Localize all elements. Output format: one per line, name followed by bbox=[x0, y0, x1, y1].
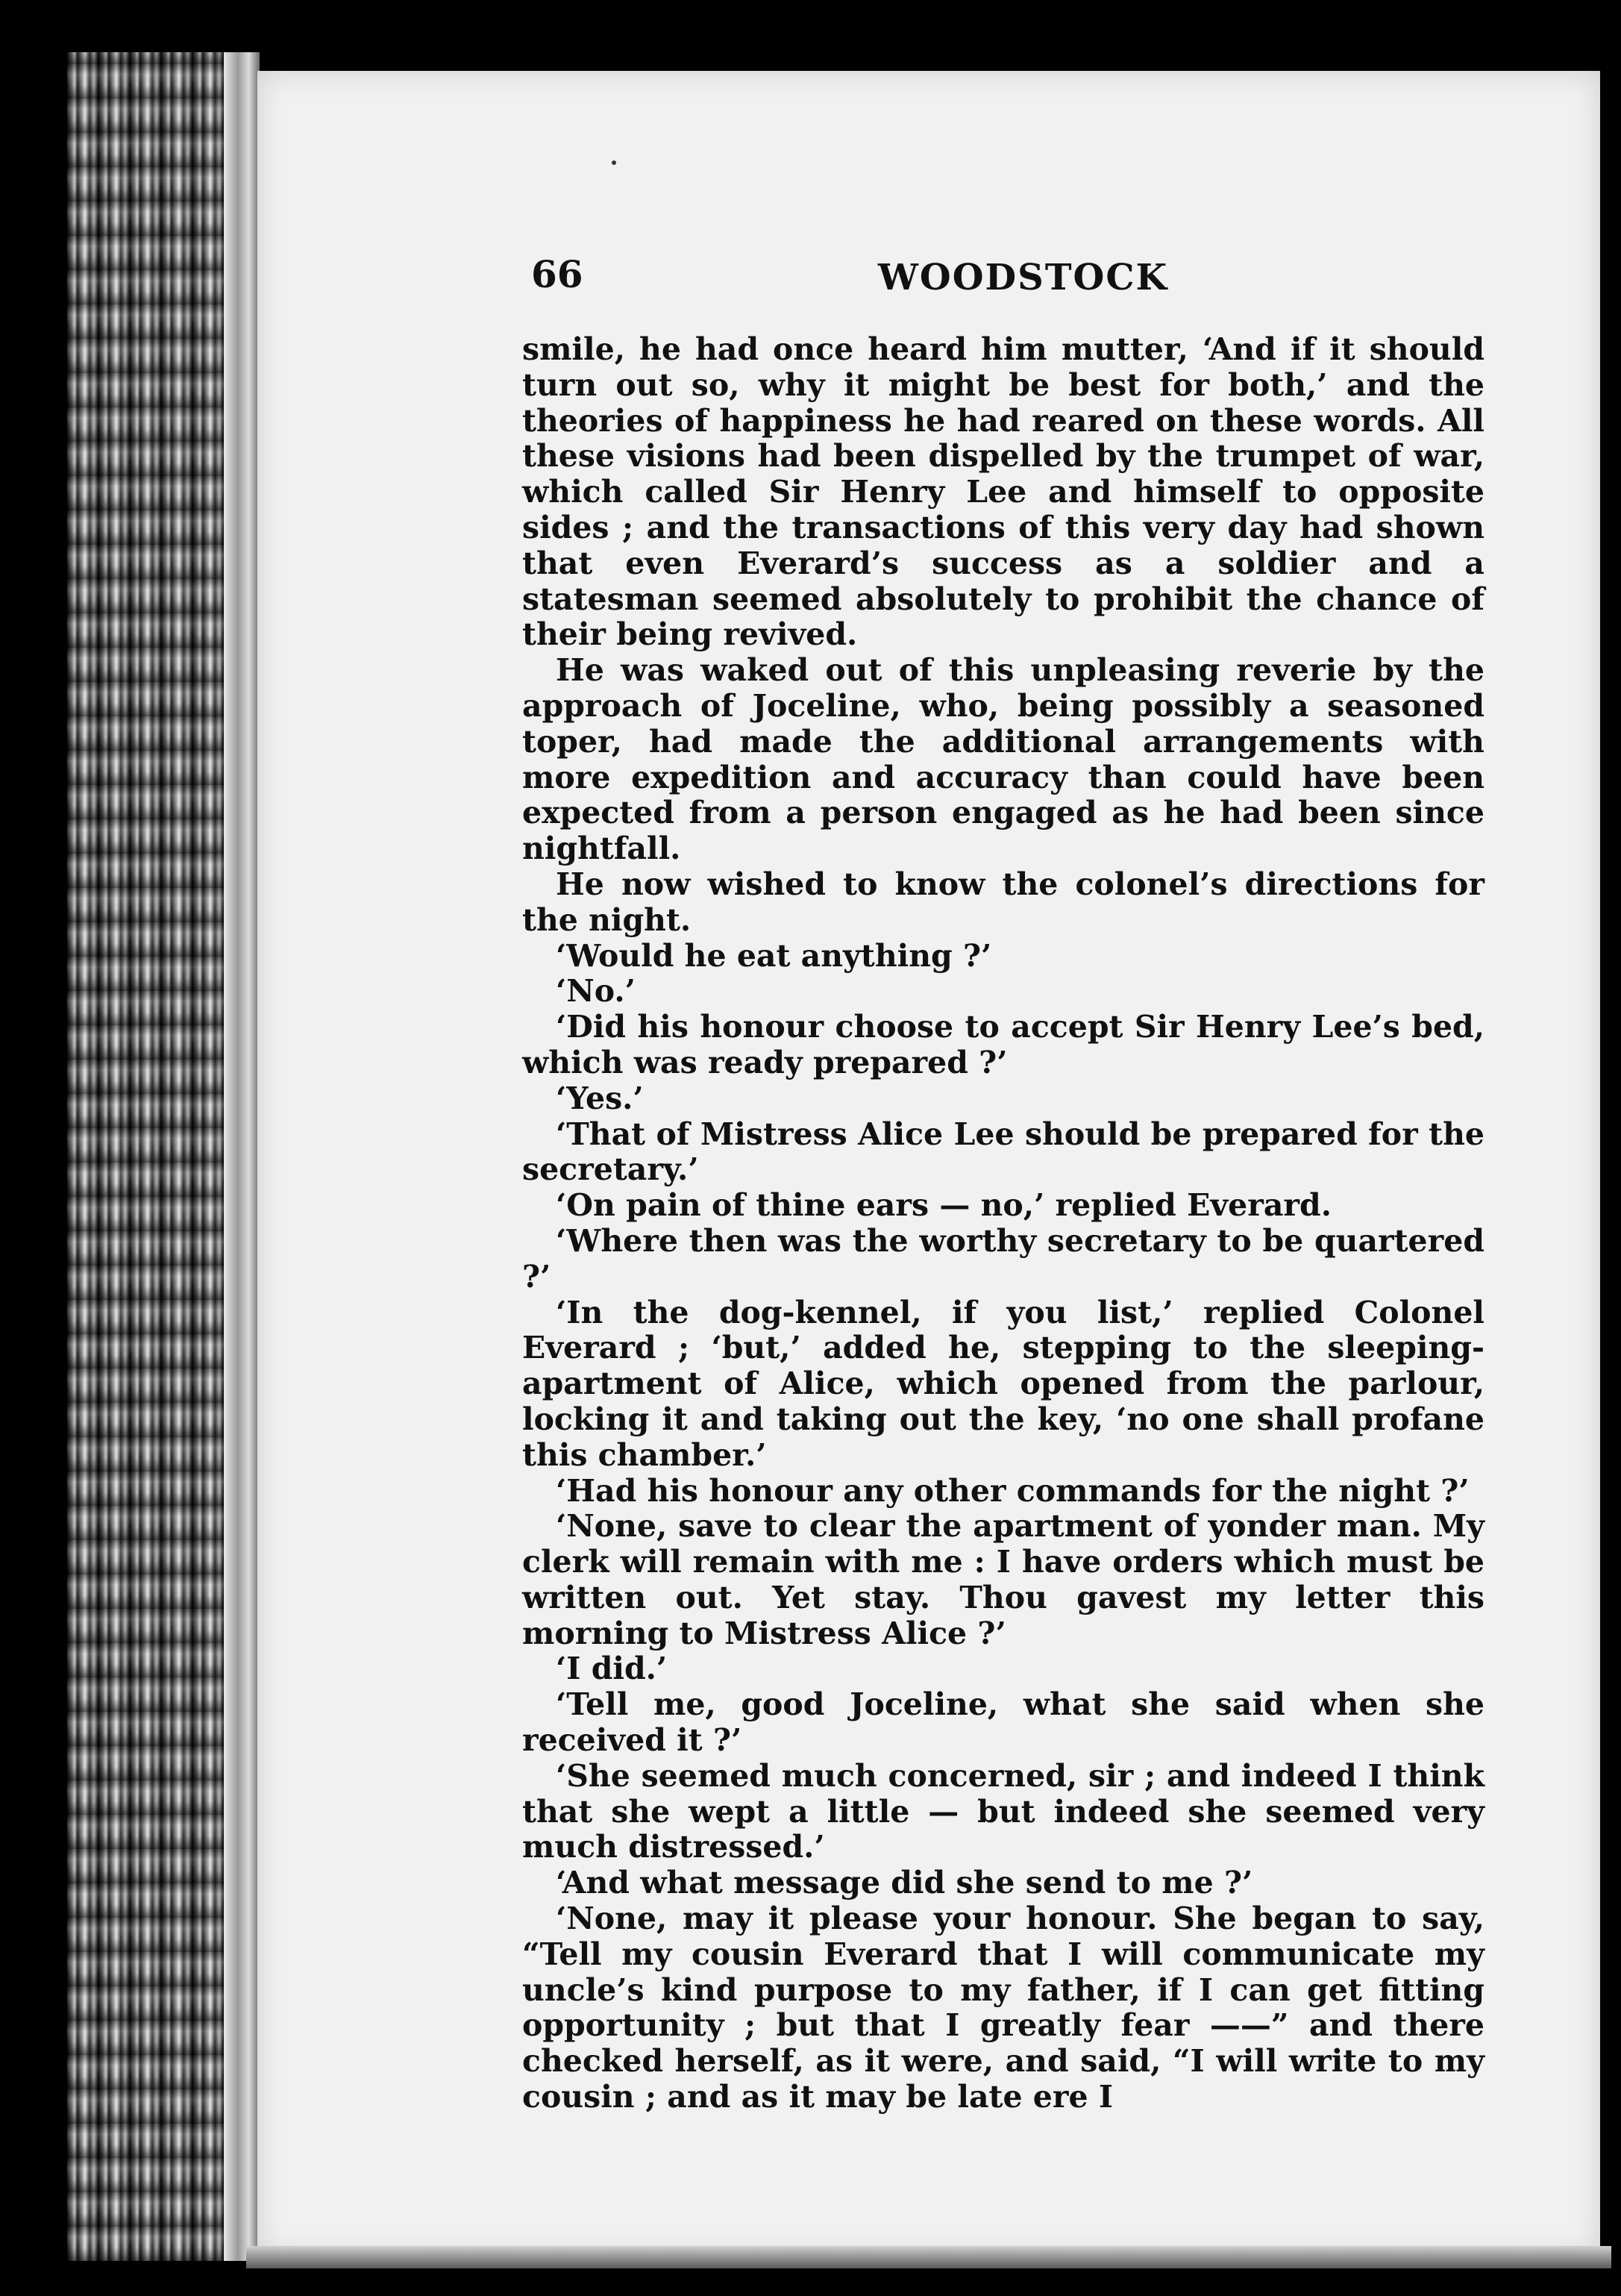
paragraph: He now wished to know the colonel’s directions for the night. bbox=[522, 866, 1484, 938]
page-bottom-edge bbox=[246, 2246, 1611, 2268]
book-spine-edge bbox=[67, 52, 246, 2261]
paragraph: ‘None, save to clear the apartment of yonder man. My clerk will remain with me : I have orders which must be written out. Yet stay. Thou gavest my letter this morning to Mistress Alice ?’ bbox=[522, 1508, 1484, 1651]
paragraph: ‘That of Mistress Alice Lee should be prepared for the secretary.’ bbox=[522, 1116, 1484, 1188]
page-number: 66 bbox=[531, 252, 583, 296]
paragraph: smile, he had once heard him mutter, ‘And if it should turn out so, why it might be best for both,’ and the theories of happiness he had reared on these words. All these visions had been dispelled by the trumpet of war, which called Sir Henry Lee and himself to opposite sides ; and the transactions of this very day had shown that even Everard’s success as a soldier and a statesman seemed absolutely to prohibit the chance of their being revived. bbox=[522, 331, 1484, 653]
page-gutter bbox=[224, 52, 260, 2261]
paragraph: ‘None, may it please your honour. She began to say, “Tell my cousin Everard that I will communicate my uncle’s kind purpose to my father, if I can get fitting opportunity ; but that I greatly fear ——” and there checked herself, as it were, and said, “I will write to my cousin ; and as it may be late ere I bbox=[522, 1901, 1484, 2115]
running-title: WOODSTOCK bbox=[878, 257, 1169, 298]
paragraph: ‘She seemed much concerned, sir ; and indeed I think that she wept a little — but indeed she seemed very much distressed.’ bbox=[522, 1757, 1484, 1865]
page-speck bbox=[612, 160, 616, 165]
paragraph: ‘I did.’ bbox=[556, 1651, 668, 1687]
paragraph: ‘On pain of thine ears — no,’ replied Everard. bbox=[556, 1187, 1332, 1224]
paragraph: ‘In the dog-kennel, if you list,’ replied Colonel Everard ; ‘but,’ added he, stepping to the sleeping-apartment of Alice, which opened from the parlour, locking it and taking out the key, ‘no one shall profane this chamber.’ bbox=[522, 1294, 1484, 1473]
body-text bbox=[522, 332, 1484, 2115]
paragraph: ‘Where then was the worthy secretary to be quartered ?’ bbox=[522, 1222, 1484, 1295]
paragraph: ‘Had his honour any other commands for the night ?’ bbox=[556, 1472, 1470, 1509]
paragraph: He was waked out of this unpleasing reverie by the approach of Joceline, who, being possibly a seasoned toper, had made the additional arrangements with more expedition and accuracy than could have been expected from a person engaged as he had been since nightfall. bbox=[522, 652, 1484, 867]
paragraph: ‘Tell me, good Joceline, what she said when she received it ?’ bbox=[522, 1686, 1484, 1759]
paragraph: ‘And what message did she send to me ?’ bbox=[556, 1865, 1253, 1901]
paragraph: ‘Did his honour choose to accept Sir Henry Lee’s bed, which was ready prepared ?’ bbox=[522, 1009, 1484, 1080]
paragraph: ‘Yes.’ bbox=[556, 1080, 644, 1116]
paragraph: ‘Would he eat anything ?’ bbox=[556, 937, 992, 974]
page-header bbox=[531, 252, 1516, 304]
paragraph: ‘No.’ bbox=[556, 973, 636, 1010]
